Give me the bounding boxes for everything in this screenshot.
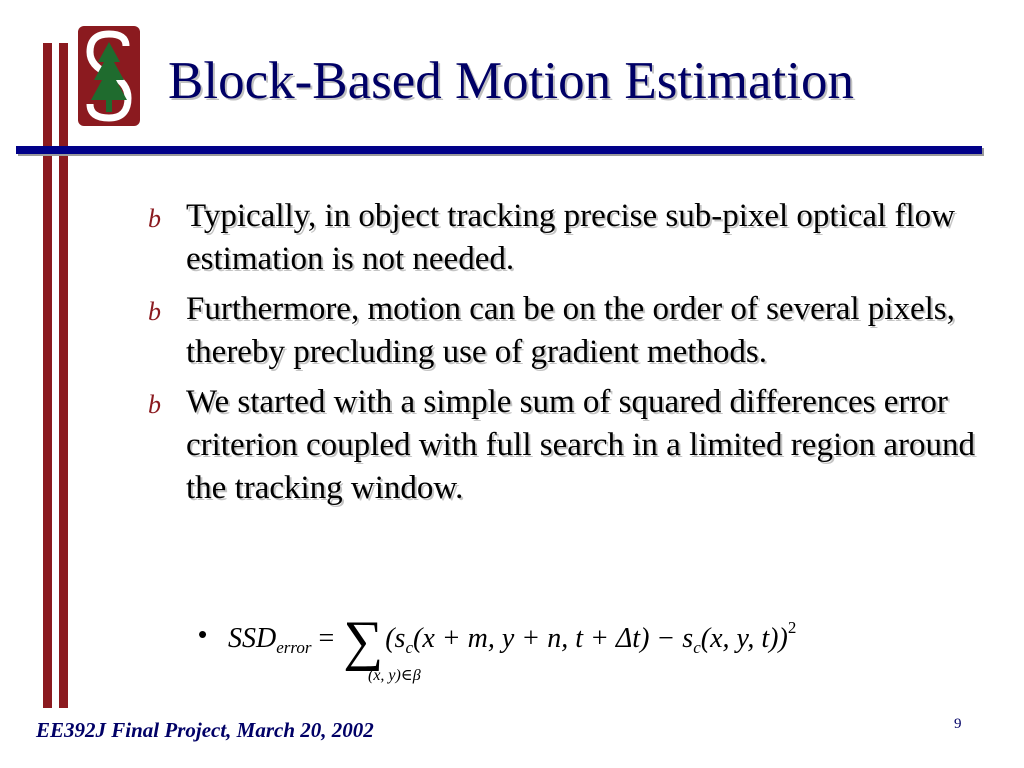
- bullet-item: [148, 381, 1008, 510]
- equation-lhs: SSD: [228, 623, 277, 654]
- equation-term-middle: (x + m, y + n, t + Δt) − s: [413, 623, 694, 654]
- ssd-equation: [198, 605, 958, 685]
- equation-lhs-subscript: error: [276, 638, 312, 657]
- bullet-list: [148, 195, 1008, 517]
- bullet-item: [148, 288, 1008, 374]
- slide-footer: EE392J Final Project, March 20, 2002: [36, 718, 374, 742]
- slide-title: Block-Based Motion Estimation: [168, 52, 854, 110]
- equation-term-open: (s: [385, 623, 406, 654]
- side-bar-right: [59, 43, 68, 708]
- equation-bullet: •: [198, 619, 208, 649]
- summation-symbol: ∑: [343, 610, 384, 672]
- summation-index: (x, y)∈β: [368, 667, 421, 684]
- equation-body: [228, 610, 797, 672]
- equation-term-subscript-2: c: [693, 638, 701, 657]
- equation-exponent: 2: [787, 618, 797, 637]
- title-divider: [16, 146, 982, 154]
- equation-equals: =: [318, 623, 335, 654]
- side-bar-left: [43, 43, 52, 708]
- equation-term-subscript-1: c: [405, 638, 413, 657]
- bullet-marker-icon: b: [148, 204, 161, 233]
- bullet-item: [148, 195, 1008, 281]
- bullet-text: We started with a simple sum of squared differences error criterion coupled with full search in a limited region around the tracking window.: [186, 384, 976, 506]
- bullet-text: Typically, in object tracking precise sub-pixel optical flow estimation is not needed.: [186, 198, 955, 277]
- equation-term-end: (x, y, t)): [700, 623, 788, 654]
- page-number: 9: [954, 716, 962, 732]
- stanford-logo-icon: [76, 24, 142, 128]
- bullet-marker-icon: b: [148, 390, 161, 419]
- bullet-text: Furthermore, motion can be on the order of several pixels, thereby precluding use of gradient methods.: [186, 291, 955, 370]
- bullet-marker-icon: b: [148, 297, 161, 326]
